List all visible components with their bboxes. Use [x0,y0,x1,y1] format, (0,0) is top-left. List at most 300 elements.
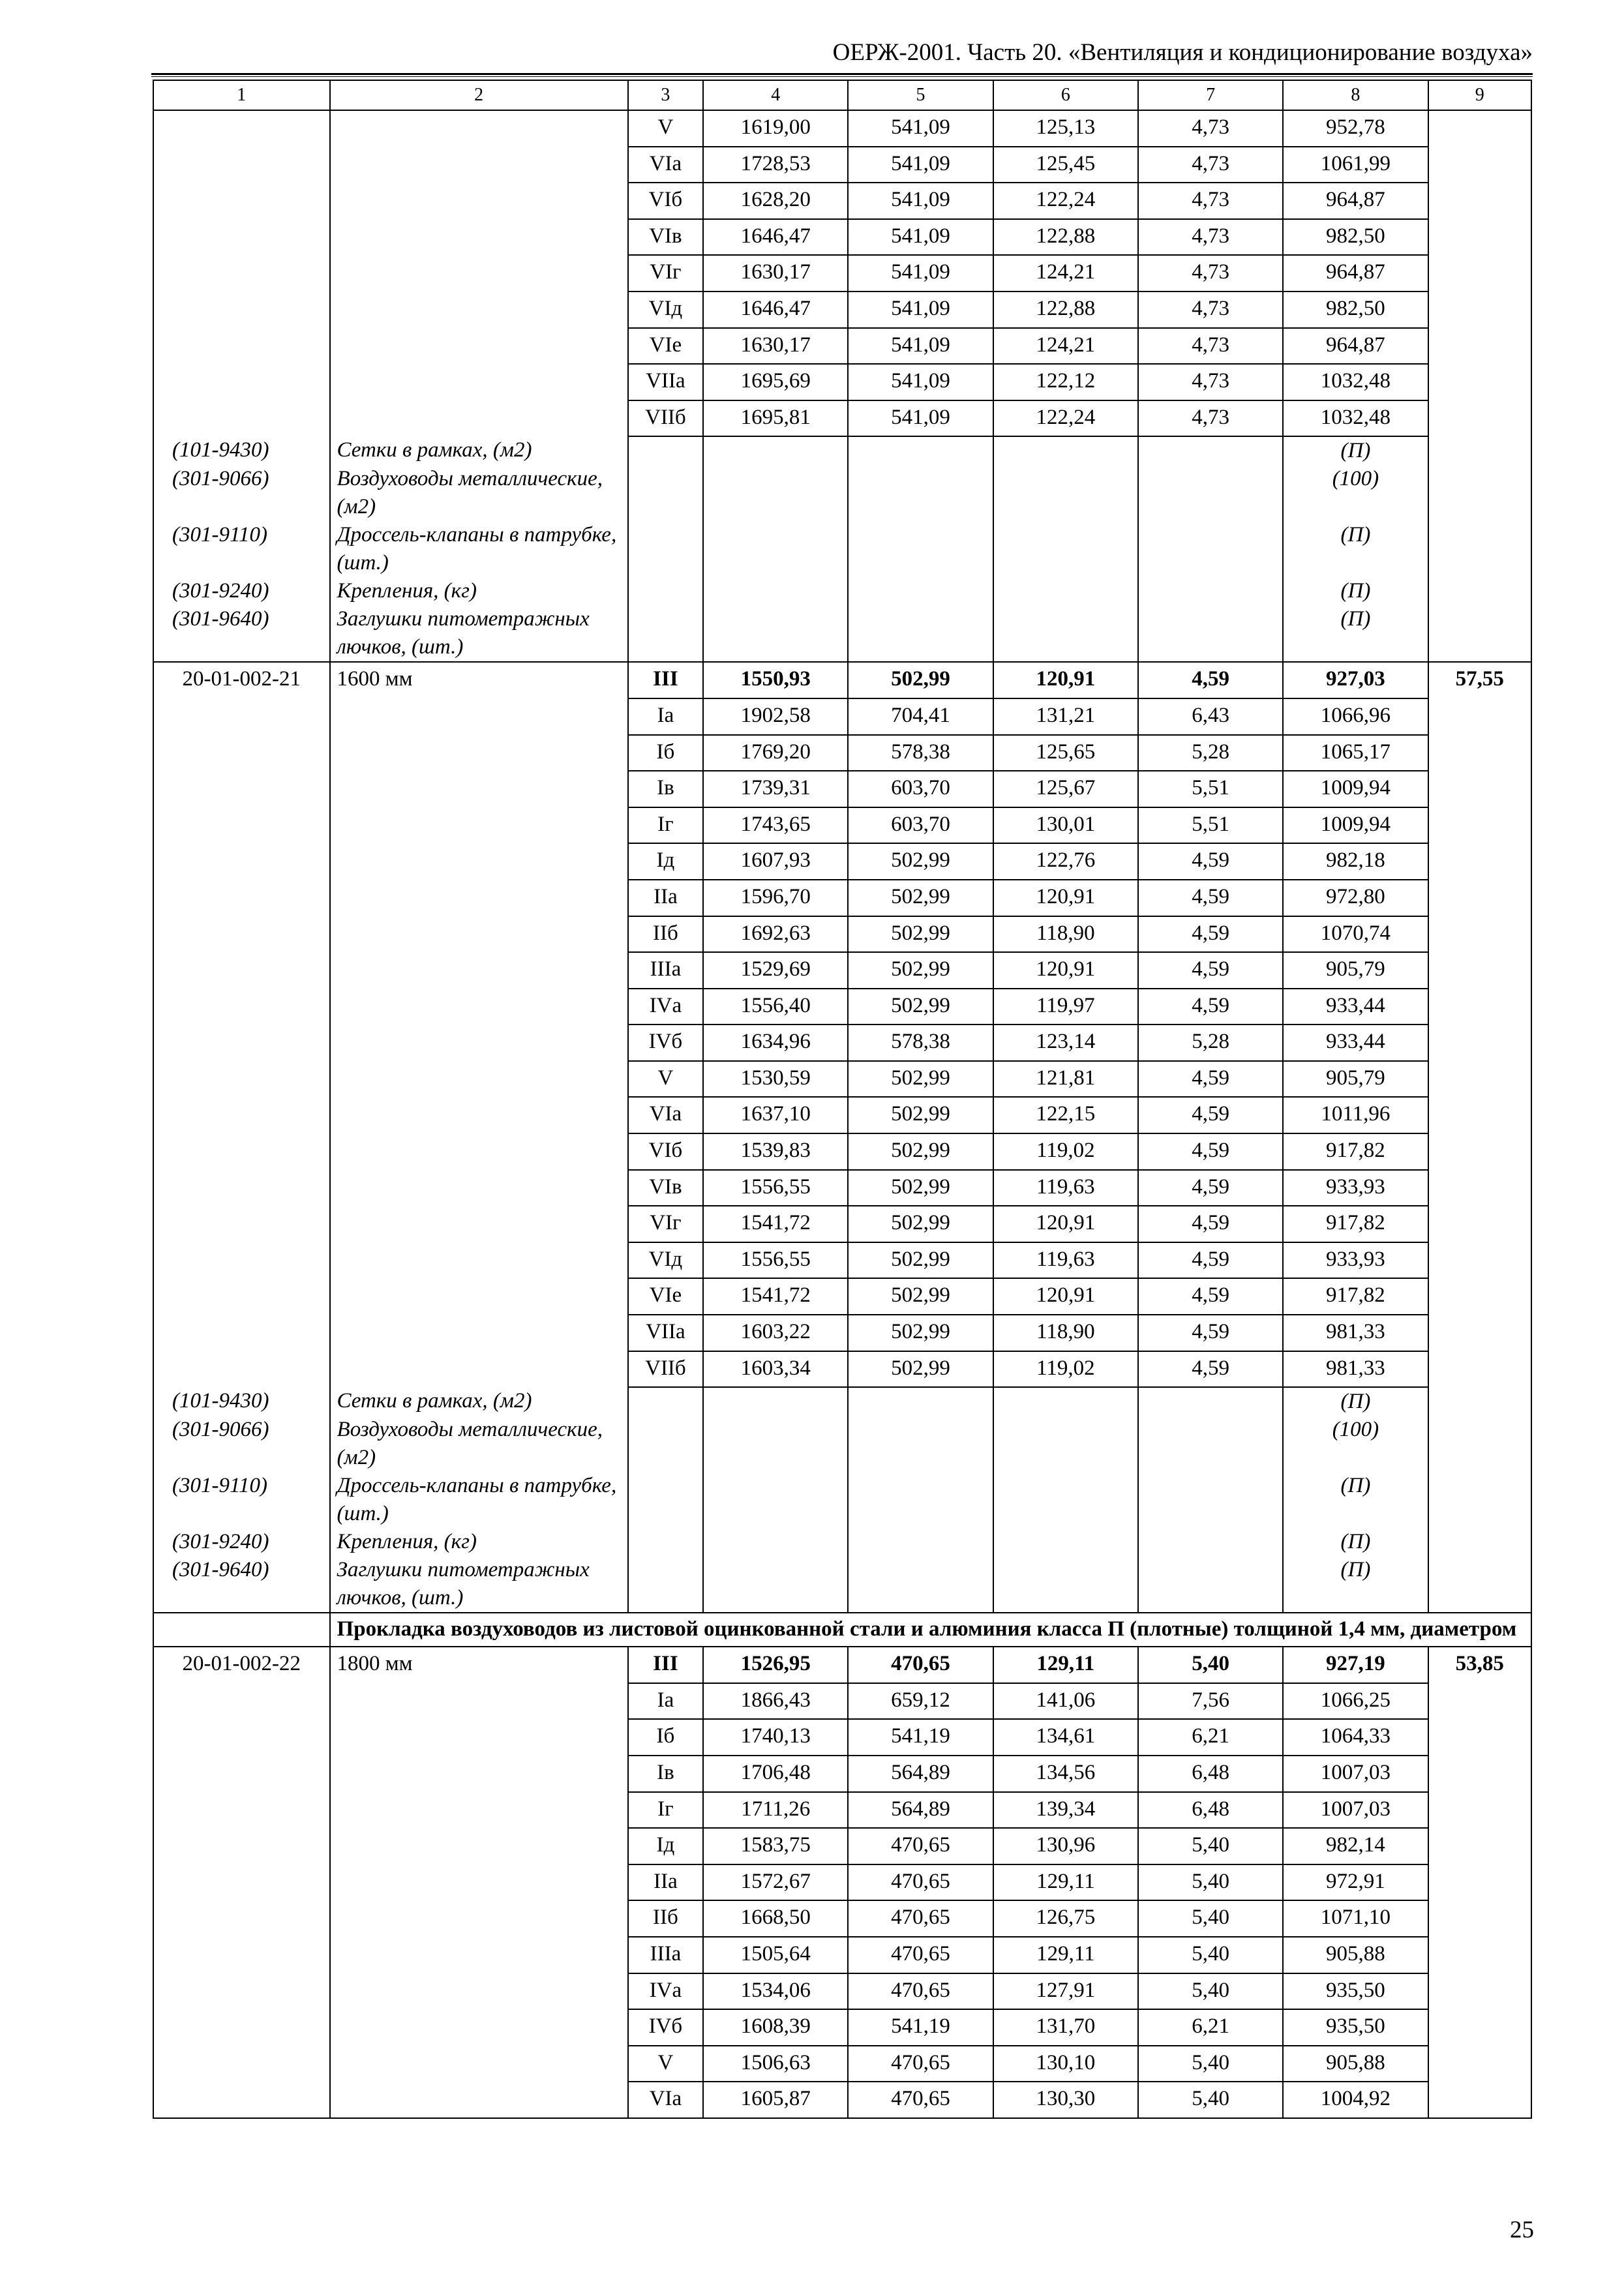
region-cell: Iг [628,807,703,844]
value-cell: 1630,17 [703,255,848,292]
col-number: 7 [1138,80,1283,110]
table-row [153,183,1531,219]
value-cell: 1692,63 [703,916,848,953]
table-row [153,1756,1531,1792]
value-cell: 470,65 [848,1828,993,1864]
value-cell: 964,87 [1283,328,1428,365]
region-cell: IIб [628,1900,703,1937]
resource-code: (301-9110) [153,1472,330,1528]
value-cell: 659,12 [848,1683,993,1720]
empty-cell [153,1719,330,1756]
resource-code: (101-9430) [153,1387,330,1416]
region-cell: III [628,662,703,698]
empty-cell [1428,1133,1531,1170]
table-row [153,1351,1531,1388]
value-cell: 1608,39 [703,2009,848,2046]
empty-cell [628,1416,703,1472]
value-cell: 564,89 [848,1792,993,1829]
region-cell: IVб [628,1025,703,1061]
empty-cell [330,1900,628,1937]
value-cell: 4,73 [1138,328,1283,365]
empty-cell [848,1387,993,1416]
value-cell: 1740,13 [703,1719,848,1756]
resource-row [153,1556,1531,1613]
value-cell: 121,81 [993,1061,1138,1098]
value-cell: 1603,22 [703,1315,848,1351]
value-cell: 933,93 [1283,1242,1428,1279]
value-cell: 125,13 [993,110,1138,147]
value-cell: 935,50 [1283,1973,1428,2010]
value-cell: 704,41 [848,698,993,735]
empty-cell [153,328,330,365]
empty-cell [330,916,628,953]
value-cell: 541,09 [848,183,993,219]
value-cell: 4,59 [1138,989,1283,1025]
empty-cell [1428,1973,1531,2010]
empty-cell [330,1133,628,1170]
empty-cell [153,843,330,880]
empty-cell [1138,605,1283,662]
value-cell: 134,56 [993,1756,1138,1792]
empty-cell [1428,110,1531,147]
empty-cell [1428,952,1531,989]
region-cell: V [628,1061,703,1098]
value-cell: 982,50 [1283,292,1428,328]
resource-name: Сетки в рамках, (м2) [330,1387,628,1416]
empty-cell [330,952,628,989]
value-cell: 541,09 [848,292,993,328]
empty-cell [153,2009,330,2046]
table-row [153,1170,1531,1206]
table-row [153,364,1531,400]
empty-cell [153,989,330,1025]
region-cell: Iв [628,771,703,807]
region-cell: Iа [628,698,703,735]
value-cell: 1530,59 [703,1061,848,1098]
empty-cell [848,465,993,521]
value-cell: 131,21 [993,698,1138,735]
value-cell: 4,73 [1138,183,1283,219]
resource-code: (301-9640) [153,1556,330,1613]
value-cell: 4,59 [1138,662,1283,698]
empty-cell [1428,255,1531,292]
region-cell: Iв [628,1756,703,1792]
empty-cell [153,1061,330,1098]
empty-cell [1428,735,1531,771]
table-row [153,735,1531,771]
value-cell: 4,59 [1138,880,1283,916]
resource-name: Крепления, (кг) [330,1528,628,1556]
table-row [153,2082,1531,2118]
section-heading: Прокладка воздуховодов из листовой оцинкованной стали и алюминия класса П (плотные) толщиной 1,4 мм, диаметром [330,1613,1531,1647]
empty-cell [330,989,628,1025]
value-cell: 502,99 [848,1242,993,1279]
region-cell: Iг [628,1792,703,1829]
value-cell: 502,99 [848,916,993,953]
empty-cell [1428,807,1531,844]
empty-cell [1428,605,1531,662]
value-cell: 578,38 [848,735,993,771]
empty-cell [848,1416,993,1472]
value-cell: 541,09 [848,255,993,292]
value-cell: 541,09 [848,110,993,147]
empty-cell [153,1133,330,1170]
region-cell: IIIа [628,952,703,989]
empty-cell [153,1937,330,1973]
resource-value: (П) [1283,1387,1428,1416]
value-cell: 1032,48 [1283,364,1428,400]
empty-cell [153,1315,330,1351]
resource-row [153,1472,1531,1528]
value-cell: 1866,43 [703,1683,848,1720]
col-number: 1 [153,80,330,110]
value-cell: 917,82 [1283,1133,1428,1170]
value-cell: 4,59 [1138,1315,1283,1351]
table-row [153,1025,1531,1061]
empty-cell [330,2082,628,2118]
value-cell: 5,40 [1138,2046,1283,2082]
value-cell: 541,09 [848,147,993,183]
value-cell: 1619,00 [703,110,848,147]
col-number: 2 [330,80,628,110]
value-cell: 502,99 [848,1170,993,1206]
empty-cell [628,436,703,465]
value-cell: 4,73 [1138,147,1283,183]
region-cell: VIг [628,255,703,292]
region-cell: VIб [628,183,703,219]
empty-cell [153,1792,330,1829]
empty-cell [153,1206,330,1242]
value-cell: 134,61 [993,1719,1138,1756]
empty-cell [330,1206,628,1242]
page-header: ОЕРЖ-2001. Часть 20. «Вентиляция и кондиционирование воздуха» [832,39,1533,66]
value-cell: 933,93 [1283,1170,1428,1206]
empty-cell [703,605,848,662]
value-cell: 603,70 [848,771,993,807]
empty-cell [153,1242,330,1279]
value-cell: 1556,40 [703,989,848,1025]
empty-cell [1428,880,1531,916]
value-cell: 1066,25 [1283,1683,1428,1720]
empty-cell [153,1828,330,1864]
table-row [153,698,1531,735]
empty-cell [153,1683,330,1720]
table-row [153,219,1531,256]
empty-cell [1428,1792,1531,1829]
value-cell: 6,48 [1138,1756,1283,1792]
empty-cell [703,1416,848,1472]
table-row [153,1647,1531,1683]
empty-cell [703,465,848,521]
value-cell: 981,33 [1283,1315,1428,1351]
empty-cell [1428,843,1531,880]
region-cell: Iа [628,1683,703,1720]
empty-cell [153,1025,330,1061]
value-cell: 578,38 [848,1025,993,1061]
empty-cell [628,521,703,577]
value-cell: 502,99 [848,880,993,916]
empty-cell [330,2009,628,2046]
rate-name: 1600 мм [330,662,628,698]
value-cell: 125,45 [993,147,1138,183]
empty-cell [1428,436,1531,465]
empty-cell [153,735,330,771]
value-cell: 905,79 [1283,1061,1428,1098]
value-cell: 502,99 [848,1315,993,1351]
table-row [153,807,1531,844]
value-cell: 502,99 [848,989,993,1025]
empty-cell [993,465,1138,521]
empty-cell [330,1351,628,1388]
section-heading-row [153,1613,1531,1647]
table-row [153,1900,1531,1937]
resource-row [153,605,1531,662]
rate-name: 1800 мм [330,1647,628,1683]
table-row [153,1206,1531,1242]
resource-name: Дроссель-клапаны в патрубке, (шт.) [330,1472,628,1528]
value-cell: 5,40 [1138,1900,1283,1937]
empty-cell [1428,465,1531,521]
empty-cell [703,1387,848,1416]
value-cell: 4,59 [1138,1170,1283,1206]
empty-cell [1428,1719,1531,1756]
empty-cell [153,1864,330,1901]
region-cell: IVб [628,2009,703,2046]
empty-cell [1428,1387,1531,1416]
empty-cell [330,771,628,807]
value-cell: 6,21 [1138,2009,1283,2046]
value-cell: 470,65 [848,1647,993,1683]
empty-cell [153,916,330,953]
value-cell: 1061,99 [1283,147,1428,183]
value-cell: 4,59 [1138,843,1283,880]
table-row [153,1683,1531,1720]
empty-cell [848,521,993,577]
table-row [153,147,1531,183]
value-cell: 1630,17 [703,328,848,365]
value-cell: 5,28 [1138,1025,1283,1061]
region-cell: Iд [628,843,703,880]
value-cell: 1009,94 [1283,807,1428,844]
empty-cell [153,1278,330,1315]
value-cell: 502,99 [848,1133,993,1170]
value-cell: 123,14 [993,1025,1138,1061]
empty-cell [1428,521,1531,577]
value-cell: 122,24 [993,183,1138,219]
region-cell: VIв [628,219,703,256]
empty-cell [703,577,848,605]
empty-cell [330,219,628,256]
resource-value: (П) [1283,436,1428,465]
empty-cell [153,952,330,989]
value-cell: 502,99 [848,1278,993,1315]
empty-cell [1428,1242,1531,1279]
value-cell: 5,40 [1138,1647,1283,1683]
value-cell: 5,51 [1138,771,1283,807]
empty-cell [330,328,628,365]
value-cell: 1506,63 [703,2046,848,2082]
empty-cell [330,147,628,183]
empty-cell [330,1170,628,1206]
value-cell: 964,87 [1283,183,1428,219]
value-cell: 1769,20 [703,735,848,771]
empty-cell [1138,465,1283,521]
value-cell: 927,03 [1283,662,1428,698]
empty-cell [330,698,628,735]
value-cell: 1695,69 [703,364,848,400]
empty-cell [330,1242,628,1279]
empty-cell [1138,1472,1283,1528]
value-cell: 972,91 [1283,1864,1428,1901]
value-cell: 1065,17 [1283,735,1428,771]
value-cell: 122,15 [993,1097,1138,1133]
value-cell: 4,59 [1138,1351,1283,1388]
value-cell: 139,34 [993,1792,1138,1829]
table-row [153,328,1531,365]
table-row [153,1097,1531,1133]
resource-row [153,1528,1531,1556]
value-cell: 541,09 [848,328,993,365]
value-cell: 130,96 [993,1828,1138,1864]
empty-cell [1428,1683,1531,1720]
table-row [153,110,1531,147]
value-cell: 1743,65 [703,807,848,844]
value-cell: 1902,58 [703,698,848,735]
empty-cell [1428,2082,1531,2118]
empty-cell [1428,577,1531,605]
resource-code: (301-9240) [153,1528,330,1556]
empty-cell [153,147,330,183]
empty-cell [993,1387,1138,1416]
empty-cell [153,183,330,219]
value-cell: 130,30 [993,2082,1138,2118]
empty-cell [153,807,330,844]
value-cell: 130,10 [993,2046,1138,2082]
value-cell: 502,99 [848,662,993,698]
region-cell: V [628,110,703,147]
region-cell: V [628,2046,703,2082]
resource-value: (П) [1283,1556,1428,1613]
table-row [153,1133,1531,1170]
resource-name: Заглушки питометражных лючков, (шт.) [330,605,628,662]
empty-cell [848,1472,993,1528]
region-cell: IIа [628,880,703,916]
table-row [153,989,1531,1025]
value-cell: 130,01 [993,807,1138,844]
empty-cell [1138,577,1283,605]
value-cell: 1556,55 [703,1170,848,1206]
value-cell: 5,51 [1138,807,1283,844]
empty-cell [1428,698,1531,735]
region-cell: VIв [628,1170,703,1206]
value-cell: 124,21 [993,255,1138,292]
col-number: 5 [848,80,993,110]
region-cell: IIIа [628,1937,703,1973]
page-number: 25 [1510,2217,1534,2243]
empty-cell [330,1828,628,1864]
empty-cell [153,364,330,400]
empty-cell [153,880,330,916]
empty-cell [1428,1061,1531,1098]
value-cell: 118,90 [993,916,1138,953]
value-cell: 127,91 [993,1973,1138,2010]
value-cell: 129,11 [993,1864,1138,1901]
empty-cell [993,521,1138,577]
rate-code: 20-01-002-22 [153,1647,330,1683]
col-number: 9 [1428,80,1531,110]
value-cell: 905,88 [1283,1937,1428,1973]
empty-cell [1428,1170,1531,1206]
table-row [153,400,1531,437]
region-cell: VIе [628,1278,703,1315]
value-cell: 141,06 [993,1683,1138,1720]
empty-cell [1428,1351,1531,1388]
empty-cell [703,521,848,577]
resource-row [153,521,1531,577]
table-row [153,255,1531,292]
empty-cell [1428,1556,1531,1613]
value-cell: 119,97 [993,989,1138,1025]
value-cell: 541,09 [848,364,993,400]
region-cell: III [628,1647,703,1683]
region-cell: VIIа [628,364,703,400]
empty-cell [848,1556,993,1613]
empty-cell [1428,1315,1531,1351]
empty-cell [1138,521,1283,577]
empty-cell [1428,1416,1531,1472]
value-cell: 119,02 [993,1351,1138,1388]
empty-cell [703,1556,848,1613]
value-cell: 4,73 [1138,292,1283,328]
empty-cell [993,436,1138,465]
col-number: 3 [628,80,703,110]
col9-value: 53,85 [1428,1647,1531,1683]
value-cell: 982,14 [1283,1828,1428,1864]
table-row [153,2009,1531,2046]
table-row [153,1937,1531,1973]
empty-cell [1428,292,1531,328]
region-cell: IVа [628,1973,703,2010]
value-cell: 470,65 [848,1937,993,1973]
value-cell: 5,40 [1138,1828,1283,1864]
empty-cell [703,436,848,465]
col-number: 8 [1283,80,1428,110]
value-cell: 1032,48 [1283,400,1428,437]
empty-cell [1138,1556,1283,1613]
resource-value: (100) [1283,1416,1428,1472]
value-cell: 5,40 [1138,1973,1283,2010]
resource-name: Заглушки питометражных лючков, (шт.) [330,1556,628,1613]
empty-cell [1428,1828,1531,1864]
empty-cell [153,1973,330,2010]
value-cell: 120,91 [993,662,1138,698]
table-row [153,1719,1531,1756]
empty-cell [1428,2046,1531,2082]
empty-cell [1428,1097,1531,1133]
resource-code: (301-9066) [153,1416,330,1472]
value-cell: 1541,72 [703,1206,848,1242]
value-cell: 126,75 [993,1900,1138,1937]
value-cell: 1011,96 [1283,1097,1428,1133]
value-cell: 6,43 [1138,698,1283,735]
value-cell: 122,88 [993,219,1138,256]
empty-cell [330,807,628,844]
empty-cell [330,1097,628,1133]
value-cell: 541,09 [848,219,993,256]
value-cell: 4,59 [1138,952,1283,989]
value-cell: 4,59 [1138,1097,1283,1133]
region-cell: VIе [628,328,703,365]
